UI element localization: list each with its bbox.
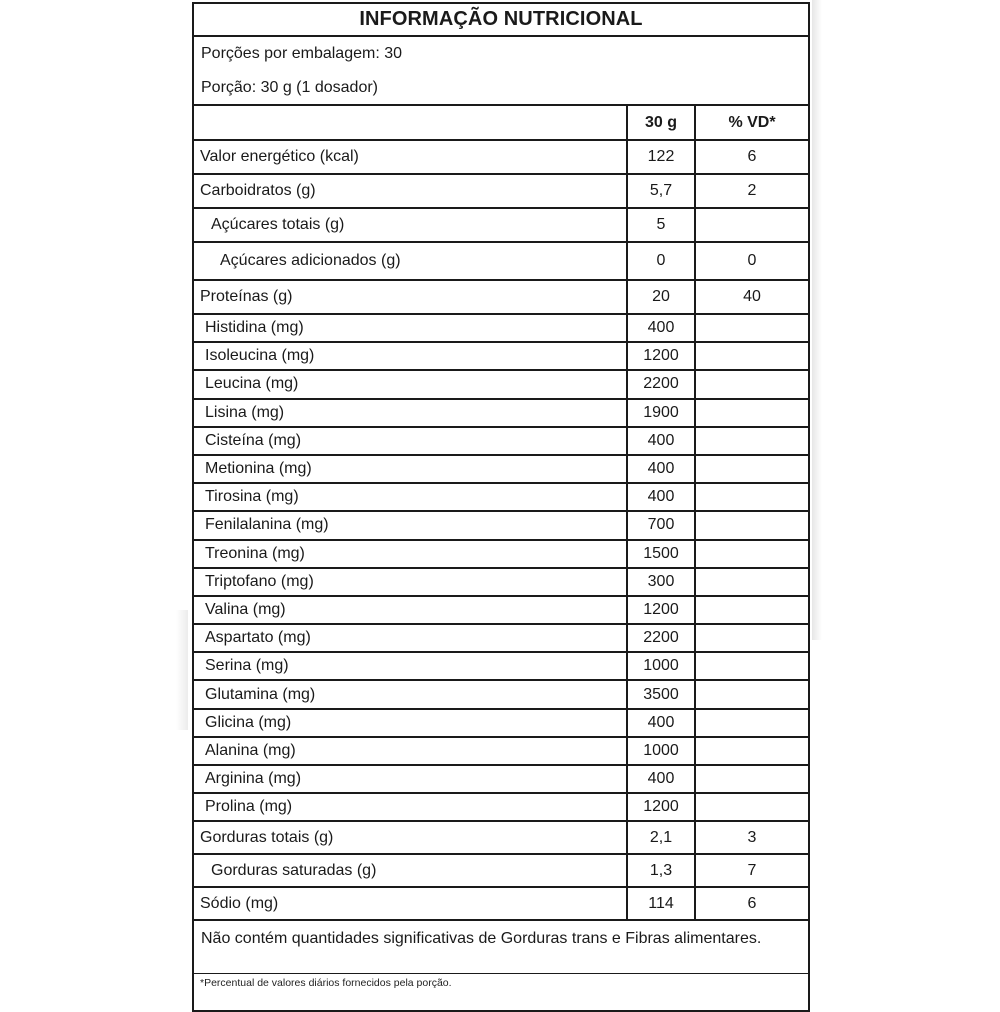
nutrient-amount: 400 bbox=[627, 455, 695, 483]
nutrient-dv bbox=[695, 596, 808, 624]
header-nutrient bbox=[194, 106, 627, 140]
nutrient-name: Treonina (mg) bbox=[194, 540, 627, 568]
table-row bbox=[194, 455, 808, 483]
table-row bbox=[194, 540, 808, 568]
nutrient-amount: 400 bbox=[627, 427, 695, 455]
table-row bbox=[194, 737, 808, 765]
table-row bbox=[194, 140, 808, 174]
nutrient-amount: 400 bbox=[627, 314, 695, 342]
nutrient-amount: 2,1 bbox=[627, 821, 695, 854]
nutrient-amount: 3500 bbox=[627, 680, 695, 708]
nutrient-name: Cisteína (mg) bbox=[194, 427, 627, 455]
nutrient-dv bbox=[695, 455, 808, 483]
nutrient-name: Sódio (mg) bbox=[194, 887, 627, 920]
table-header-row bbox=[194, 106, 808, 140]
footnote: *Percentual de valores diários fornecidos pela porção. bbox=[200, 977, 452, 990]
nutrient-name: Açúcares totais (g) bbox=[194, 208, 627, 242]
nutrient-name: Carboidratos (g) bbox=[194, 174, 627, 208]
table-row bbox=[194, 511, 808, 539]
nutrient-name: Valina (mg) bbox=[194, 596, 627, 624]
table-row bbox=[194, 483, 808, 511]
table-row bbox=[194, 280, 808, 314]
nutrient-dv: 40 bbox=[695, 280, 808, 314]
nutrient-name: Glicina (mg) bbox=[194, 709, 627, 737]
nutrient-name: Gorduras totais (g) bbox=[194, 821, 627, 854]
nutrient-name: Histidina (mg) bbox=[194, 314, 627, 342]
nutrient-name: Proteínas (g) bbox=[194, 280, 627, 314]
table-row bbox=[194, 709, 808, 737]
nutrient-amount: 114 bbox=[627, 887, 695, 920]
nutrient-amount: 1000 bbox=[627, 652, 695, 680]
nutrient-amount: 1500 bbox=[627, 540, 695, 568]
nutrient-dv bbox=[695, 208, 808, 242]
table-row bbox=[194, 887, 808, 920]
nutrient-dv bbox=[695, 624, 808, 652]
nutrition-facts-label bbox=[192, 2, 810, 1012]
table-row bbox=[194, 680, 808, 708]
nutrient-dv bbox=[695, 652, 808, 680]
nutrient-amount: 400 bbox=[627, 709, 695, 737]
nutrient-name: Metionina (mg) bbox=[194, 455, 627, 483]
table-row bbox=[194, 342, 808, 370]
nutrient-dv bbox=[695, 342, 808, 370]
nutrient-dv bbox=[695, 427, 808, 455]
nutrient-dv: 6 bbox=[695, 887, 808, 920]
nutrient-name: Valor energético (kcal) bbox=[194, 140, 627, 174]
nutrient-dv bbox=[695, 793, 808, 821]
page-shadow-left bbox=[176, 610, 188, 730]
table-row bbox=[194, 793, 808, 821]
nutrient-name: Isoleucina (mg) bbox=[194, 342, 627, 370]
label-title: INFORMAÇÃO NUTRICIONAL bbox=[194, 4, 808, 37]
table-row bbox=[194, 399, 808, 427]
header-daily-value: % VD* bbox=[695, 106, 808, 140]
not-significant-note: Não contém quantidades significativas de Gorduras trans e Fibras alimentares. bbox=[194, 921, 808, 974]
nutrition-table bbox=[194, 106, 808, 921]
nutrient-amount: 1200 bbox=[627, 793, 695, 821]
nutrient-name: Lisina (mg) bbox=[194, 399, 627, 427]
nutrient-dv bbox=[695, 540, 808, 568]
nutrient-dv: 6 bbox=[695, 140, 808, 174]
serving-info bbox=[194, 37, 808, 106]
nutrient-amount: 2200 bbox=[627, 370, 695, 398]
nutrient-name: Prolina (mg) bbox=[194, 793, 627, 821]
nutrient-amount: 700 bbox=[627, 511, 695, 539]
nutrient-dv bbox=[695, 370, 808, 398]
table-row bbox=[194, 314, 808, 342]
nutrient-amount: 5 bbox=[627, 208, 695, 242]
nutrient-dv: 3 bbox=[695, 821, 808, 854]
nutrient-amount: 300 bbox=[627, 568, 695, 596]
nutrient-amount: 1200 bbox=[627, 596, 695, 624]
nutrient-dv bbox=[695, 680, 808, 708]
nutrient-name: Leucina (mg) bbox=[194, 370, 627, 398]
nutrient-name: Gorduras saturadas (g) bbox=[194, 854, 627, 887]
nutrient-amount: 1900 bbox=[627, 399, 695, 427]
nutrient-name: Fenilalanina (mg) bbox=[194, 511, 627, 539]
nutrient-amount: 122 bbox=[627, 140, 695, 174]
nutrient-name: Triptofano (mg) bbox=[194, 568, 627, 596]
servings-per-package: Porções por embalagem: 30 bbox=[201, 45, 402, 62]
table-row bbox=[194, 208, 808, 242]
nutrient-name: Aspartato (mg) bbox=[194, 624, 627, 652]
table-row bbox=[194, 854, 808, 887]
nutrient-amount: 400 bbox=[627, 765, 695, 793]
nutrient-dv bbox=[695, 314, 808, 342]
nutrient-name: Serina (mg) bbox=[194, 652, 627, 680]
serving-size: Porção: 30 g (1 dosador) bbox=[201, 79, 378, 96]
nutrient-amount: 0 bbox=[627, 242, 695, 280]
table-row bbox=[194, 596, 808, 624]
nutrient-name: Açúcares adicionados (g) bbox=[194, 242, 627, 280]
table-row bbox=[194, 568, 808, 596]
nutrient-dv: 2 bbox=[695, 174, 808, 208]
nutrient-dv bbox=[695, 737, 808, 765]
nutrient-name: Tirosina (mg) bbox=[194, 483, 627, 511]
page-shadow-right bbox=[812, 0, 822, 640]
table-row bbox=[194, 624, 808, 652]
nutrient-amount: 5,7 bbox=[627, 174, 695, 208]
nutrient-amount: 400 bbox=[627, 483, 695, 511]
nutrient-dv bbox=[695, 511, 808, 539]
nutrient-amount: 2200 bbox=[627, 624, 695, 652]
nutrient-dv bbox=[695, 568, 808, 596]
table-row bbox=[194, 652, 808, 680]
header-amount: 30 g bbox=[627, 106, 695, 140]
nutrient-amount: 1000 bbox=[627, 737, 695, 765]
table-row bbox=[194, 427, 808, 455]
nutrient-dv: 7 bbox=[695, 854, 808, 887]
table-row bbox=[194, 174, 808, 208]
nutrient-amount: 1,3 bbox=[627, 854, 695, 887]
nutrient-amount: 1200 bbox=[627, 342, 695, 370]
nutrient-dv: 0 bbox=[695, 242, 808, 280]
table-row bbox=[194, 821, 808, 854]
nutrient-name: Alanina (mg) bbox=[194, 737, 627, 765]
nutrient-amount: 20 bbox=[627, 280, 695, 314]
table-row bbox=[194, 370, 808, 398]
nutrient-dv bbox=[695, 483, 808, 511]
table-row bbox=[194, 242, 808, 280]
nutrient-name: Glutamina (mg) bbox=[194, 680, 627, 708]
table-row bbox=[194, 765, 808, 793]
nutrient-name: Arginina (mg) bbox=[194, 765, 627, 793]
nutrient-dv bbox=[695, 399, 808, 427]
nutrient-dv bbox=[695, 765, 808, 793]
nutrient-dv bbox=[695, 709, 808, 737]
